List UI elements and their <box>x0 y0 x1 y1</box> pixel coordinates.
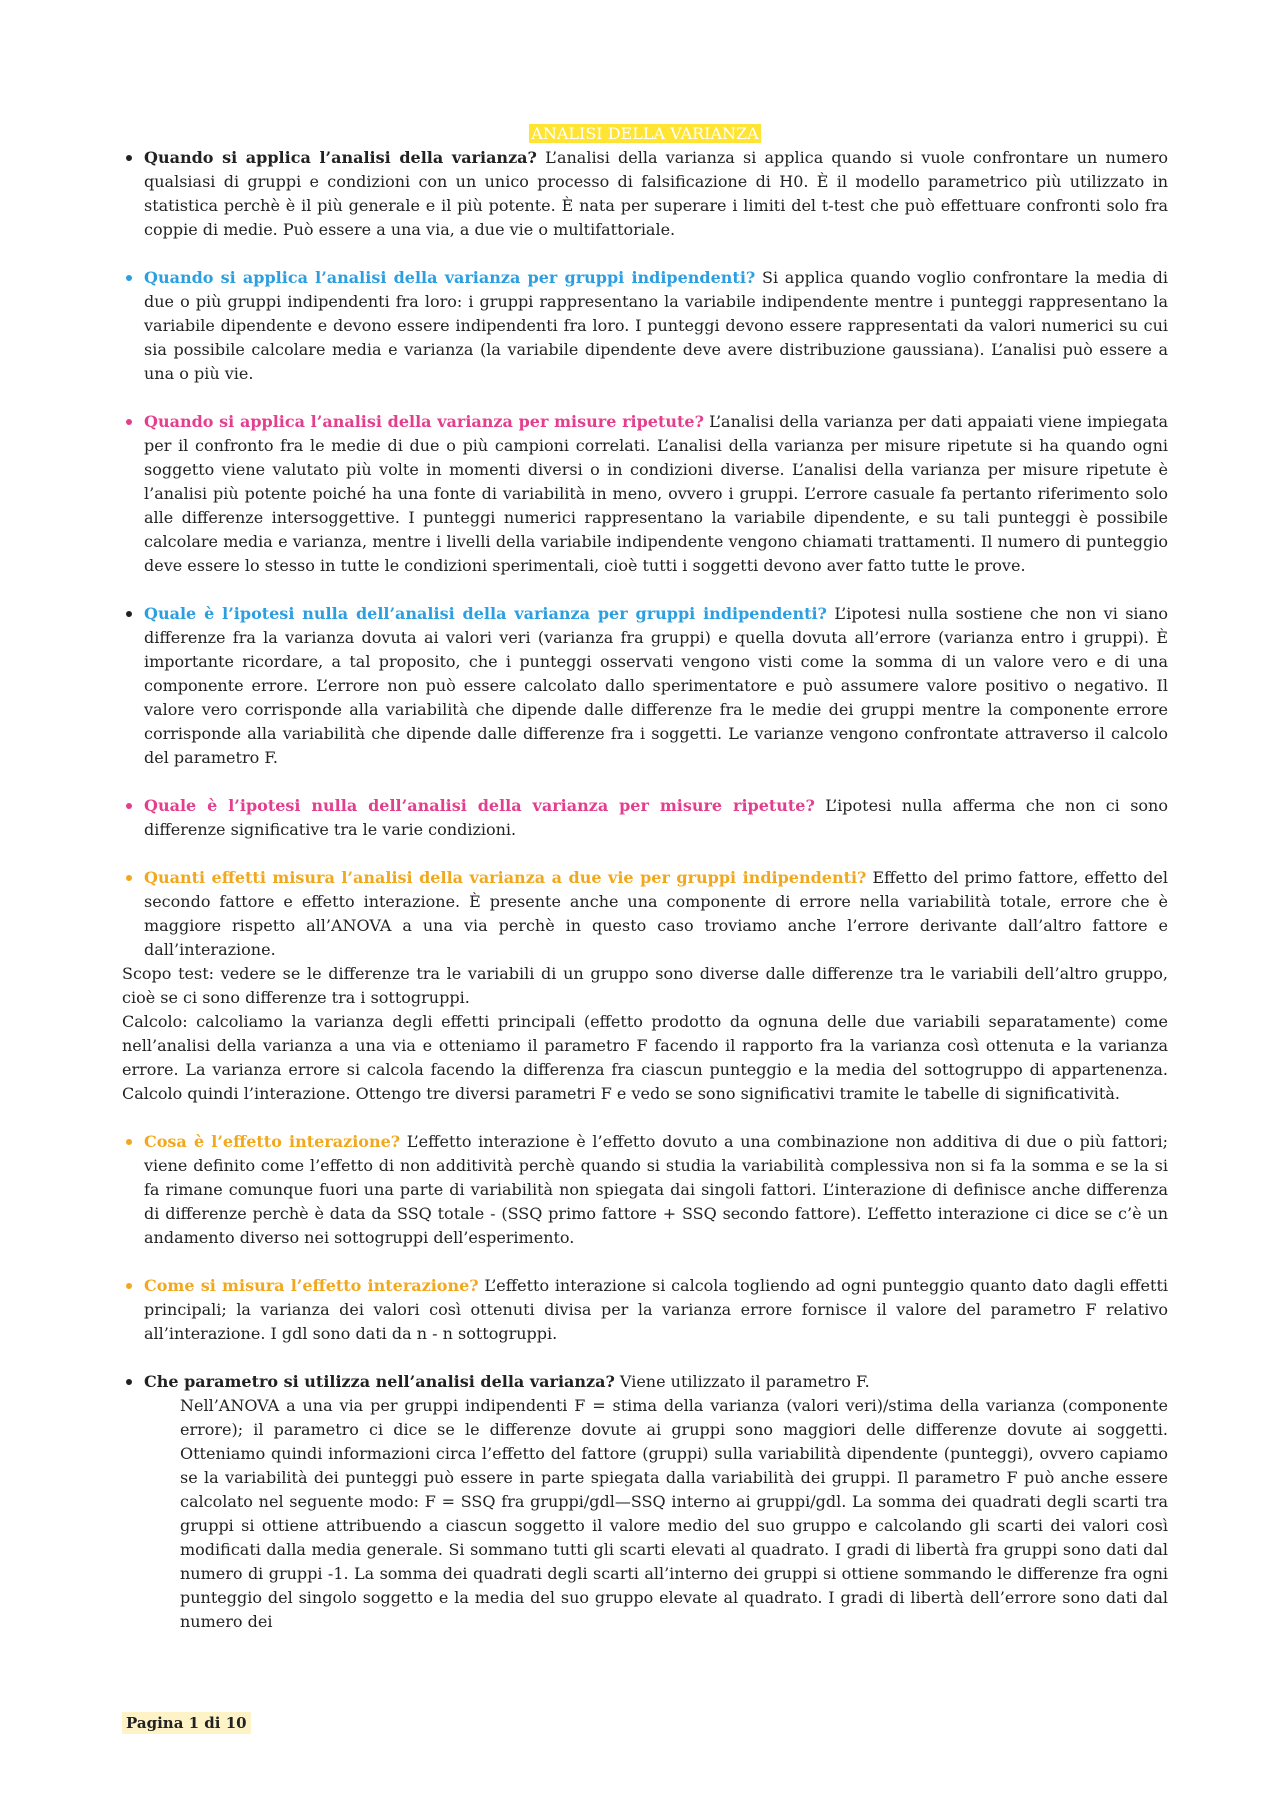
bullet-icon <box>126 1139 132 1145</box>
document-body <box>122 122 1168 1634</box>
question: Quale è l’ipotesi nulla dell’analisi della varianza per gruppi indipendenti? <box>144 604 827 623</box>
bullet-icon <box>126 419 132 425</box>
calcolo-paragraph: Calcolo: calcoliamo la varianza degli effetti principali (effetto prodotto da ognuna delle due variabili separatamente) come nell’analisi della varianza a una via e otteniamo il parametro F facendo il rapporto fra la varianza così ottenuta e la varianza errore. La varianza errore si calcola facendo la differenza fra ciascun punteggio e la media del sottogruppo di appartenenza. Calcolo quindi l’interazione. Ottengo tre diversi parametri F e vedo se sono significativi tramite le tabelle di significatività. <box>122 1012 1168 1103</box>
list-item <box>122 1370 1168 1394</box>
anova-paragraph: Nell’ANOVA a una via per gruppi indipendenti F = stima della varianza (valori veri)/stima della varianza (componente errore); il parametro ci dice se le differenze dovute ai gruppi sono maggiori delle differenze dovute ai soggetti. Otteniamo quindi informazioni circa l’effetto del fattore (gruppi) sulla variabilità dipendente (punteggi), ovvero capiamo se la variabilità dei punteggi può essere in parte spiegata dalla variabilità dei gruppi. Il parametro F può anche essere calcolato nel seguente modo: F = SSQ fra gruppi/gdl—SSQ interno ai gruppi/gdl. La somma dei quadrati degli scarti tra gruppi si ottiene attribuendo a ciascun soggetto il valore medio del suo gruppo e calcolando gli scarti dei valori così modificati dalla media generale. Si sommano tutti gli scarti elevati al quadrato. I gradi di libertà fra gruppi sono dati dal numero di gruppi -1. La somma dei quadrati degli scarti all’interno dei gruppi si ottiene sommando le differenze fra ogni punteggio del singolo soggetto e la media del suo gruppo elevate al quadrato. I gradi di libertà dell’errore sono dati dal numero dei <box>180 1396 1168 1631</box>
question: Quando si applica l’analisi della varianza per gruppi indipendenti? <box>144 268 756 287</box>
list-item <box>122 602 1168 770</box>
question: Quando si applica l’analisi della varianza per misure ripetute? <box>144 412 704 431</box>
bullet-icon <box>126 1283 132 1289</box>
list-item <box>122 146 1168 242</box>
page-number: Pagina 1 di 10 <box>122 1712 251 1734</box>
question: Cosa è l’effetto interazione? <box>144 1132 401 1151</box>
question: Quale è l’ipotesi nulla dell’analisi della varianza per misure ripetute? <box>144 796 815 815</box>
answer: L’effetto interazione si calcola togliendo ad ogni punteggio quanto dato dagli effetti principali; la varianza dei valori così ottenuti divisa per la varianza errore fornisce il valore del parametro F relativo all’interazione. I gdl sono dati da n - n sottogruppi. <box>144 1276 1168 1343</box>
answer: L’analisi della varianza si applica quando si vuole confrontare un numero qualsiasi di gruppi e condizioni con un unico processo di falsificazione di H0. È il modello parametrico più utilizzato in statistica perchè è il più generale e il più potente. È nata per superare i limiti del t-test che può effettuare confronti solo fra coppie di medie. Può essere a una via, a due vie o multifattoriale. <box>144 148 1169 239</box>
bullet-icon <box>126 875 132 881</box>
bullet-icon <box>126 155 132 161</box>
answer: Viene utilizzato il parametro F. <box>614 1372 870 1391</box>
list-item <box>122 794 1168 842</box>
answer: Effetto del primo fattore, effetto del secondo fattore e effetto interazione. È presente anche una componente di errore nella variabilità totale, errore che è maggiore rispetto all’ANOVA a una via perchè in questo caso troviamo anche l’errore derivante dall’altro fattore e dall’interazione. <box>144 868 1169 959</box>
question: Che parametro si utilizza nell’analisi della varianza? <box>144 1372 615 1391</box>
answer: L’ipotesi nulla sostiene che non vi siano differenze fra la varianza dovuta ai valori veri (varianza fra gruppi) e quella dovuta all’errore (varianza entro i gruppi). È importante ricordare, a tal proposito, che i punteggi osservati vengono visti come la somma di un valore vero e di una componente errore. L’errore non può essere calcolato dallo sperimentatore e può assumere valore positivo o negativo. Il valore vero corrisponde alla variabilità che dipende dalle differenze fra le medie dei gruppi mentre la componente errore corrisponde alla variabilità che dipende dalle differenze fra i soggetti. Le varianze vengono confrontate attraverso il calcolo del parametro F. <box>144 604 1169 767</box>
scopo-paragraph: Scopo test: vedere se le differenze tra le variabili di un gruppo sono diverse dalle differenze tra le variabili dell’altro gruppo, cioè se ci sono differenze tra i sottogruppi. <box>122 964 1168 1007</box>
list-item <box>122 410 1168 578</box>
answer: L’ipotesi nulla afferma che non ci sono differenze significative tra le varie condizioni. <box>144 796 1168 839</box>
list-item <box>122 1130 1168 1250</box>
question: Quanti effetti misura l’analisi della varianza a due vie per gruppi indipendenti? <box>144 868 867 887</box>
answer: Si applica quando voglio confrontare la media di due o più gruppi indipendenti fra loro: i gruppi rappresentano la variabile indipendente mentre i punteggi rappresentano la variabile dipendente e devono essere indipendenti fra loro. I punteggi devono essere rappresentati da valori numerici su cui sia possibile calcolare media e varianza (la variabile dipendente deve avere distribuzione gaussiana). L’analisi può essere a una o più vie. <box>144 268 1168 383</box>
list-item <box>122 866 1168 962</box>
bullet-icon <box>126 803 132 809</box>
bullet-icon <box>126 275 132 281</box>
answer: L’analisi della varianza per dati appaiati viene impiegata per il confronto fra le medie di due o più campioni correlati. L’analisi della varianza per misure ripetute si ha quando ogni soggetto viene valutato più volte in momenti diversi o in condizioni diverse. L’analisi della varianza per misure ripetute è l’analisi più potente poiché ha una fonte di variabilità in meno, ovvero i gruppi. L’errore casuale fa pertanto riferimento solo alle differenze intersoggettive. I punteggi numerici rappresentano la variabile dipendente, e su tali punteggi è possibile calcolare media e varianza, mentre i livelli della variabile indipendente vengono chiamati trattamenti. Il numero di punteggio deve essere lo stesso in tutte le condizioni sperimentali, cioè tutti i soggetti devono aver fatto tutte le prove. <box>144 412 1168 575</box>
bullet-icon <box>126 1379 132 1385</box>
question: Quando si applica l’analisi della varianza? <box>144 148 537 167</box>
page-title: ANALISI DELLA VARIANZA <box>531 124 759 143</box>
list-item <box>122 1274 1168 1346</box>
title-row <box>122 122 1168 146</box>
list-item <box>122 266 1168 386</box>
question: Come si misura l’effetto interazione? <box>144 1276 479 1295</box>
bullet-icon <box>126 611 132 617</box>
answer: L’effetto interazione è l’effetto dovuto a una combinazione non additiva di due o più fattori; viene definito come l’effetto di non additività perchè quando si studia la variabilità complessiva non si fa la somma e se la si fa rimane comunque fuori una parte di variabilità non spiegata dai singoli fattori. L’interazione di definisce anche differenza di differenze perchè è data da SSQ totale - (SSQ primo fattore + SSQ secondo fattore). L’effetto interazione ci dice se c’è un andamento diverso nei sottogruppi dell’esperimento. <box>144 1132 1168 1247</box>
